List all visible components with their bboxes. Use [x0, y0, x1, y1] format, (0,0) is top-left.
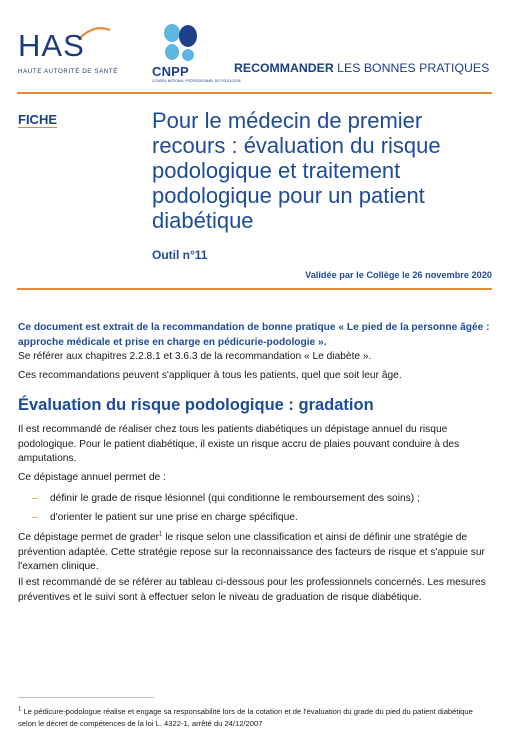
footnote-divider: [18, 697, 154, 698]
footnote-text: Le pédicure-podologue réalise et engage sa responsabilité lors de la cotation et de l'évaluation du grade du pied du patient diabétique selon le décret de compétences de la loi L. 4322-1, arrêté du 24/12/2007: [18, 707, 473, 728]
cnpp-logo-word: CNPP: [152, 64, 189, 79]
footnote: [18, 706, 492, 729]
applicability-paragraph: Ces recommandations peuvent s'appliquer à tous les patients, quel que soit leur âge.: [18, 370, 402, 381]
footnote-marker: 1: [18, 706, 22, 713]
has-logo-tagline: HAUTE AUTORITÉ DE SANTÉ: [18, 68, 118, 75]
body-paragraph-4: Il est recommandé de se référer au tableau ci-dessous pour les professionnels concernés. Les mesures préventives et le suivi sont à effectuer selon le niveau de graduation de risque diabétique.: [18, 577, 486, 603]
has-logo-word: HAS: [18, 28, 85, 63]
tool-number: Outil n°11: [152, 248, 208, 262]
para3-after: le risque selon une classification et ainsi de définir une stratégie de prévention adaptée. Cette stratégie repose sur la reconnaissance des facteurs de risque et s'appuie sur l'examen clinique.: [18, 532, 485, 572]
header-tagline: [234, 61, 489, 75]
cnpp-logo: [152, 22, 241, 83]
document-title: Pour le médecin de premier recours : évaluation du risque podologique et traitement podologique pour un patient diabétique: [152, 108, 441, 233]
title-divider: [17, 288, 492, 290]
intro-paragraph: Ce document est extrait de la recommandation de bonne pratique « Le pied de la personne âgée : approche médicale et prise en charge en pédicurie-podologie ».: [18, 322, 490, 348]
body-paragraph-1: Il est recommandé de réaliser chez tous les patients diabétiques un dépistage annuel du risque podologique. Pour le patient diabétique, il existe un risque accru de plaies pouvant conduire à des amputations.: [18, 424, 460, 464]
section-heading: Évaluation du risque podologique : gradation: [18, 396, 374, 414]
header-tagline-bold: RECOMMANDER: [234, 61, 334, 75]
document-type-label: FICHE: [18, 112, 57, 127]
para3-before: Ce dépistage permet de grader: [18, 532, 160, 543]
list-dash: –: [32, 512, 38, 523]
body-paragraph-2: Ce dépistage annuel permet de :: [18, 472, 166, 483]
reference-paragraph: Se référer aux chapitres 2.2.8.1 et 3.6.3 de la recommandation « Le diabète ».: [18, 351, 372, 362]
header-divider: [17, 92, 492, 94]
list-item-text: d'orienter le patient sur une prise en charge spécifique.: [50, 512, 298, 523]
body-paragraph-3: [18, 531, 492, 575]
list-item-text: définir le grade de risque lésionnel (qui conditionne le remboursement des soins) ;: [50, 493, 420, 504]
footnote-ref[interactable]: 1: [159, 531, 163, 538]
cnpp-footprint-icon: [162, 22, 200, 62]
header-tagline-rest: LES BONNES PRATIQUES: [333, 61, 490, 75]
list-dash: –: [32, 493, 38, 504]
cnpp-logo-subtitle: CONSEIL NATIONAL PROFESSIONNEL DE PODOLOGIE: [152, 79, 241, 83]
has-logo: [18, 30, 128, 80]
validation-date: Validée par le Collège le 26 novembre 2020: [305, 270, 492, 280]
